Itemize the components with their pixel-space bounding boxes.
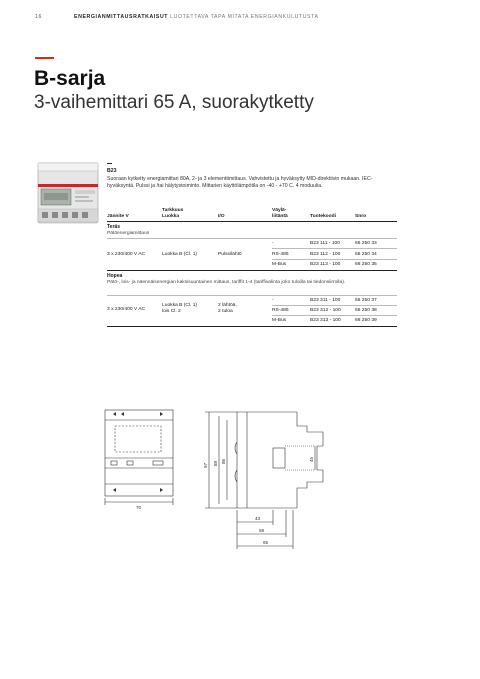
table-cell-code: B23 313 - 100 (310, 318, 341, 323)
dimension-drawing (97, 406, 397, 562)
dim-depth-2: 58 (259, 528, 265, 533)
table-cell-bus: RS-485 (272, 252, 289, 257)
table-cell-code: B23 112 - 100 (310, 252, 341, 257)
table-cell-accuracy: Luokka B (Cl. 1) lois Cl. 2 (162, 303, 198, 314)
group-name: Hopea (107, 273, 123, 279)
dim-height-2: 89 (213, 460, 218, 466)
row-divider (107, 238, 397, 239)
col-header-accuracy: Tarkkuus Luokka (162, 208, 184, 219)
table-cell-code: B23 311 - 100 (310, 298, 341, 303)
table-header-rule (107, 221, 397, 222)
table-cell-accuracy: Luokka B (Cl. 1) (162, 252, 198, 257)
table-cell-sno: 66 250 33 (355, 241, 377, 246)
table-cell-sno: 66 250 34 (355, 252, 377, 257)
table-cell-bus: RS-485 (272, 308, 289, 313)
table-cell-bus: - (272, 241, 274, 246)
group-rule (107, 270, 397, 271)
dim-depth-3: 65 (263, 540, 269, 545)
row-divider (272, 315, 397, 316)
table-cell-voltage: 3 x 230/400 V AC (107, 307, 146, 312)
table-cell-sno: 66 250 39 (355, 318, 377, 323)
dim-front-width: 70 (136, 505, 142, 510)
dim-height-3: 86 (221, 458, 226, 464)
table-cell-io: 2 lähtöä, 2 tuloa (218, 303, 237, 314)
table-cell-io: Pulssilähtö (218, 252, 242, 257)
header-subtitle: LUOTETTAVA TAPA MITATA ENERGIANKULUTUSTA (170, 14, 319, 20)
product-description: Suoraan kytketty energiamittari 80A, 2- ja 3 elementtimittaus. Vahvistettu ja hyväksytty MID-direktiivin mukaan. IEC-hyväksyntä. Pulssi ja /tai hälytystoiminto. Mittarien käyttölämpötila on -40 - +70 C. 4 moduulia. (107, 176, 373, 190)
table-cell-sno: 66 250 35 (355, 262, 377, 267)
table-cell-bus: M-Bus (272, 262, 287, 267)
page-title: B-sarja (34, 67, 106, 90)
dim-right-height: 45 (309, 456, 314, 462)
col-header-sno: Snro (355, 214, 367, 219)
col-header-io: I/O (218, 214, 225, 219)
row-divider (107, 295, 397, 296)
page-number: 16 (35, 14, 42, 20)
header-section: ENERGIANMITTAUSRATKAISUT (74, 14, 169, 20)
accent-bar (35, 57, 54, 59)
row-divider (272, 305, 397, 306)
group-note: Pätöenergiamittaus (107, 231, 150, 236)
table-cell-code: B23 111 - 100 (310, 241, 340, 246)
col-header-voltage: Jännite V (107, 214, 129, 219)
table-cell-sno: 66 250 38 (355, 308, 377, 313)
group-name: Teräs (107, 224, 120, 230)
table-cell-bus: M-Bus (272, 318, 287, 323)
page-subtitle: 3-vaihemittari 65 A, suorakytketty (34, 92, 314, 113)
dim-depth-1: 43 (255, 516, 261, 521)
row-divider (272, 259, 397, 260)
col-header-bus: Väylä- liitäntä (272, 208, 288, 219)
table-cell-code: B23 312 - 100 (310, 308, 341, 313)
table-bottom-rule (107, 326, 397, 327)
energy-meter-icon (37, 161, 99, 225)
group-note: Pätö-, lois- ja näennäisenergian kaksisuuntainen mittaus, tariffit 1-4 (tariffivalinta joko tuloilla tai tiedonsiirrolla). (107, 280, 346, 285)
col-header-product-code: Tuotekoodi (310, 214, 336, 219)
table-cell-voltage: 3 x 230/400 V AC (107, 252, 146, 257)
code-marker (107, 163, 112, 164)
dim-height-1: 97 (203, 462, 208, 468)
page-header (35, 14, 319, 20)
row-divider (272, 248, 397, 249)
table-cell-sno: 66 250 37 (355, 298, 377, 303)
product-code: B23 (107, 168, 117, 174)
table-cell-code: B23 113 - 100 (310, 262, 341, 267)
table-cell-bus: - (272, 298, 274, 303)
